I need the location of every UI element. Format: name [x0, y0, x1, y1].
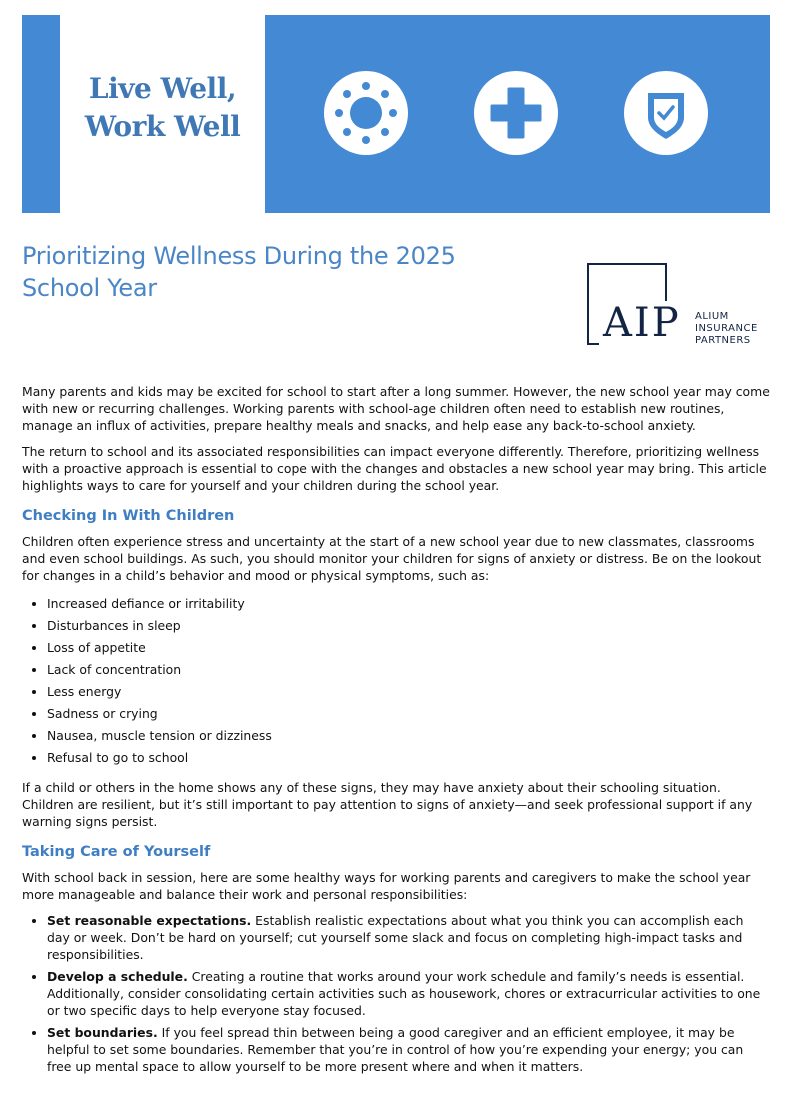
banner-title-line: Work Well	[84, 110, 241, 143]
list-item: • Nausea, muscle tension or dizziness	[47, 725, 770, 747]
list-item: • Lack of concentration	[47, 659, 770, 681]
shield-check-icon	[624, 71, 708, 155]
list-item: • Set reasonable expectations. Establish realistic expectations about what you think you can accomplish each day or week. Don’t be hard on yourself; cut yourself some slack and focus on completing high-impact tasks and responsibilities.	[47, 912, 770, 963]
section-heading: Taking Care of Yourself	[22, 844, 211, 860]
section-paragraph: If a child or others in the home shows any of these signs, they may have anxiety about their schooling situation. Children are resilient, but it’s still important to pay attention to signs of anxiety—and seek professional support if any warning signs persist.	[22, 780, 753, 829]
medical-cross-icon	[474, 71, 558, 155]
logo-mark: AIP	[603, 300, 681, 346]
banner-accent	[22, 15, 60, 213]
symptom-list	[22, 593, 770, 769]
list-item: • Set boundaries. If you feel spread thin between being a good caregiver and an efficient employee, it may be helpful to set some boundaries. Remember that you’re in control of how you’re expending your energy; you can free up mental space to allow yourself to be more present where and when it matters.	[47, 1024, 770, 1075]
section-paragraph: Children often experience stress and uncertainty at the start of a new school year due to new classmates, classrooms and even school buildings. As such, you should monitor your children for signs of anxiety or distress. Be on the lookout for changes in a child’s behavior and mood or physical symptoms, such as:	[22, 534, 762, 583]
list-item: • Less energy	[47, 681, 770, 703]
intro-paragraph: Many parents and kids may be excited for school to start after a long summer. However, the new school year may come with new or recurring challenges. Working parents with school-age children often need to establish new routines, manage an influx of activities, prepare healthy meals and snacks, and help ease any back-to-school anxiety.	[22, 384, 770, 433]
banner-title	[60, 70, 265, 146]
list-item: • Increased defiance or irritability	[47, 593, 770, 615]
list-item: • Sadness or crying	[47, 703, 770, 725]
section-heading: Checking In With Children	[22, 508, 235, 524]
article-body	[22, 383, 770, 1085]
list-item: • Refusal to go to school	[47, 747, 770, 769]
logo-text: ALIUM INSURANCE PARTNERS	[695, 311, 758, 346]
section-paragraph: With school back in session, here are some healthy ways for working parents and caregivers to make the school year more manageable and balance their work and personal responsibilities:	[22, 870, 751, 902]
list-item: • Develop a schedule. Creating a routine that works around your work schedule and family’s needs is essential. Additionally, consider consolidating certain activities such as housework, chores or extracurricular activities to one or two specific days to help everyone stay focused.	[47, 968, 770, 1019]
list-item: • Loss of appetite	[47, 637, 770, 659]
page-title: Prioritizing Wellness During the 2025 School Year	[22, 242, 456, 302]
banner-title-line: Live Well,	[88, 72, 237, 105]
sun-icon	[324, 71, 408, 155]
intro-paragraph: The return to school and its associated responsibilities can impact everyone differently. Therefore, prioritizing wellness with a proactive approach is essential to cope with the changes and obstacles a new school year may bring. This article highlights ways to care for yourself and your children during the school year.	[22, 444, 767, 493]
list-item: • Disturbances in sleep	[47, 615, 770, 637]
company-logo	[587, 263, 772, 349]
tips-list	[22, 912, 770, 1075]
